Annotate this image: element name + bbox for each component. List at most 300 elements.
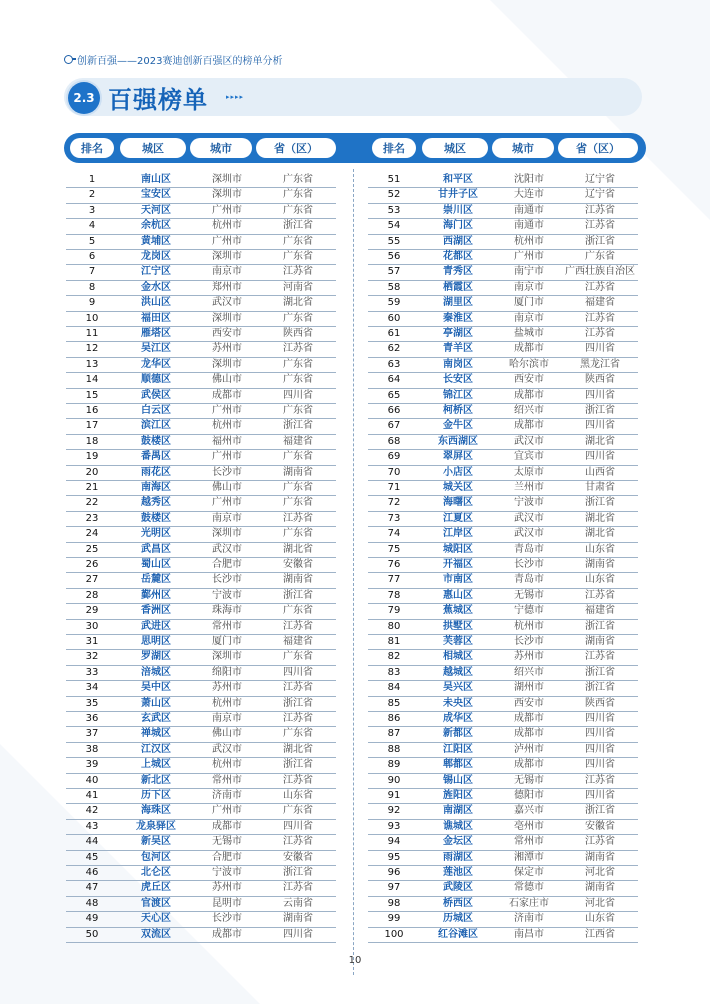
district-cell: 小店区 [443,466,473,478]
province-cell: 四川省 [283,666,313,678]
rank-cell: 39 [85,759,99,771]
city-cell: 佛山市 [212,374,242,386]
province-cell: 黑龙江省 [580,358,620,370]
city-cell: 济南市 [514,913,544,925]
table-row [368,296,638,311]
province-cell: 江苏省 [283,343,313,355]
table-row [66,204,336,219]
province-cell: 四川省 [283,389,313,401]
rank-cell: 65 [387,389,401,401]
rank-cell: 72 [387,497,401,509]
rank-cell: 62 [387,343,401,355]
province-cell: 四川省 [283,820,313,832]
rank-cell: 42 [85,805,99,817]
rank-cell: 61 [387,328,401,339]
district-cell: 福田区 [141,312,171,324]
rank-cell: 98 [387,897,401,909]
rank-cell: 90 [387,774,401,786]
district-cell: 海珠区 [141,805,171,817]
province-cell: 江苏省 [585,589,615,601]
province-cell: 浙江省 [585,405,615,416]
city-cell: 保定市 [514,867,544,878]
province-cell: 陕西省 [283,328,313,339]
district-cell: 吴兴区 [443,682,473,694]
province-cell: 四川省 [585,759,615,771]
city-cell: 苏州市 [212,882,242,894]
city-cell: 厦门市 [514,297,544,309]
rank-cell: 66 [387,405,401,416]
district-cell: 和平区 [443,174,473,185]
table-row [368,681,638,696]
rank-cell: 56 [387,251,401,262]
province-cell: 山东省 [283,790,313,801]
district-cell: 龙泉驿区 [136,820,176,832]
district-cell: 洪山区 [141,297,171,309]
rank-cell: 45 [85,851,99,863]
city-cell: 兰州市 [514,482,544,493]
rank-cell: 10 [85,312,99,324]
city-cell: 青岛市 [514,543,544,555]
city-cell: 南通市 [514,220,544,232]
rank-cell: 20 [85,466,99,478]
city-cell: 常州市 [212,774,242,786]
header-city-right: 城市 [492,138,554,158]
district-cell: 新吴区 [141,836,171,848]
province-cell: 湖南省 [585,882,615,894]
city-cell: 盐城市 [514,328,544,339]
rank-cell: 31 [85,636,99,647]
rank-cell: 7 [88,266,96,278]
rank-cell: 52 [387,189,401,201]
city-cell: 广州市 [212,204,242,216]
table-row [66,235,336,250]
district-cell: 包河区 [141,851,171,863]
district-cell: 新北区 [141,774,171,786]
province-cell: 浙江省 [585,666,615,678]
province-cell: 湖北省 [283,543,313,555]
table-row [368,928,638,943]
district-cell: 秦淮区 [443,312,473,324]
table-row [368,250,638,265]
district-cell: 萧山区 [141,697,171,709]
province-cell: 广东省 [283,482,313,493]
rank-cell: 2 [88,189,96,201]
page-title: 百强榜单 [108,86,208,114]
province-cell: 广东省 [283,728,313,740]
rank-cell: 28 [85,589,99,601]
province-cell: 江苏省 [283,713,313,724]
city-cell: 湘潭市 [514,851,544,863]
table-row [368,173,638,188]
district-cell: 蜀山区 [141,559,171,570]
rank-cell: 38 [85,743,99,755]
table-row [368,697,638,712]
city-cell: 广州市 [212,451,242,463]
city-cell: 杭州市 [212,420,242,432]
district-cell: 历城区 [443,913,473,925]
table-row [368,743,638,758]
table-row [368,897,638,912]
province-cell: 浙江省 [585,620,615,632]
table-row [66,250,336,265]
district-cell: 光明区 [141,528,171,540]
rank-cell: 4 [88,220,96,232]
district-cell: 余杭区 [141,220,171,232]
table-row [368,389,638,404]
city-cell: 石家庄市 [509,897,549,909]
district-cell: 武侯区 [141,389,171,401]
table-row [66,281,336,296]
rank-cell: 32 [85,651,99,663]
city-cell: 广州市 [212,235,242,247]
table-row [66,435,336,450]
province-cell: 浙江省 [585,497,615,509]
province-cell: 四川省 [585,743,615,755]
province-cell: 河南省 [283,281,313,293]
table-row [66,650,336,665]
table-row [66,342,336,357]
table-row [66,774,336,789]
district-cell: 西湖区 [443,235,473,247]
table-row [368,481,638,496]
city-cell: 绍兴市 [514,666,544,678]
district-cell: 莲池区 [443,867,473,878]
province-cell: 广东省 [283,312,313,324]
district-cell: 龙岗区 [141,251,171,262]
province-cell: 河北省 [585,897,615,909]
district-cell: 青秀区 [443,266,473,278]
table-row [368,312,638,327]
table-row [368,342,638,357]
province-cell: 江苏省 [585,774,615,786]
table-row [368,589,638,604]
rank-cell: 40 [85,774,99,786]
section-number-badge: 2.3 [68,82,100,114]
province-cell: 云南省 [283,897,313,909]
rank-cell: 64 [387,374,401,386]
city-cell: 佛山市 [212,728,242,740]
table-row [66,928,336,943]
district-cell: 花都区 [443,251,473,262]
province-cell: 四川省 [585,728,615,740]
district-cell: 甘井子区 [438,189,478,201]
district-cell: 武陵区 [443,882,473,894]
district-cell: 海门区 [443,220,473,232]
table-row [66,419,336,434]
city-cell: 杭州市 [514,235,544,247]
district-cell: 江宁区 [141,266,171,278]
district-cell: 越城区 [443,666,473,678]
city-cell: 西安市 [212,328,242,339]
table-row [368,543,638,558]
table-row [66,743,336,758]
city-cell: 长沙市 [212,466,242,478]
rank-cell: 75 [387,543,401,555]
city-cell: 成都市 [514,728,544,740]
district-cell: 顺德区 [141,374,171,386]
rank-cell: 83 [387,666,401,678]
district-cell: 拱墅区 [443,620,473,632]
table-row [368,758,638,773]
district-cell: 白云区 [141,405,171,416]
province-cell: 湖南省 [585,636,615,647]
table-row [368,188,638,203]
district-cell: 成华区 [443,713,473,724]
city-cell: 深圳市 [212,312,242,324]
province-cell: 山东省 [585,574,615,586]
table-row [368,912,638,927]
rank-cell: 19 [85,451,99,463]
province-cell: 四川省 [585,790,615,801]
table-row [368,204,638,219]
district-cell: 相城区 [443,651,473,663]
province-cell: 福建省 [585,297,615,309]
table-row [66,543,336,558]
table-row [66,312,336,327]
city-cell: 成都市 [212,820,242,832]
district-cell: 亭湖区 [443,328,473,339]
province-cell: 安徽省 [585,820,615,832]
table-row [66,666,336,681]
city-cell: 长沙市 [514,559,544,570]
city-cell: 湖州市 [514,682,544,694]
rank-cell: 80 [387,620,401,632]
table-row [66,466,336,481]
breadcrumb [64,52,282,67]
district-cell: 黄埔区 [141,235,171,247]
rank-cell: 100 [384,928,404,940]
rank-cell: 73 [387,512,401,524]
rank-cell: 21 [85,482,99,493]
district-cell: 金坛区 [443,836,473,848]
district-cell: 宝安区 [141,189,171,201]
province-cell: 广东省 [585,251,615,262]
province-cell: 湖南省 [585,559,615,570]
table-row [66,897,336,912]
rank-cell: 81 [387,636,401,647]
table-row [66,373,336,388]
city-cell: 绍兴市 [514,405,544,416]
city-cell: 西安市 [514,697,544,709]
table-row [368,666,638,681]
province-cell: 湖南省 [585,851,615,863]
province-cell: 安徽省 [283,851,313,863]
province-cell: 江苏省 [283,774,313,786]
table-row [66,296,336,311]
city-cell: 常州市 [514,836,544,848]
district-cell: 惠山区 [443,589,473,601]
rank-cell: 13 [85,358,99,370]
province-cell: 广东省 [283,374,313,386]
rank-cell: 88 [387,743,401,755]
table-row [368,604,638,619]
city-cell: 广州市 [212,497,242,509]
header-city-left: 城市 [190,138,252,158]
district-cell: 禅城区 [141,728,171,740]
table-row [66,481,336,496]
district-cell: 越秀区 [141,497,171,509]
city-cell: 长沙市 [212,574,242,586]
city-cell: 无锡市 [212,836,242,848]
table-row [66,758,336,773]
rank-cell: 95 [387,851,401,863]
district-cell: 罗湖区 [141,651,171,663]
province-cell: 四川省 [585,420,615,432]
table-row [66,589,336,604]
district-cell: 天心区 [141,913,171,925]
table-row [66,866,336,881]
table-row [368,358,638,373]
city-cell: 南京市 [514,281,544,293]
province-cell: 辽宁省 [585,189,615,201]
city-cell: 南京市 [212,266,242,278]
rank-cell: 67 [387,420,401,432]
rank-cell: 35 [85,697,99,709]
city-cell: 广州市 [212,405,242,416]
district-cell: 玄武区 [141,713,171,724]
table-row [368,789,638,804]
table-row [66,327,336,342]
header-province-right: 省（区） [558,138,638,158]
province-cell: 浙江省 [283,420,313,432]
table-row [368,219,638,234]
city-cell: 广州市 [212,805,242,817]
header-district-left: 城区 [120,138,186,158]
table-row [368,573,638,588]
district-cell: 旌阳区 [443,790,473,801]
province-cell: 福建省 [283,435,313,447]
table-row [66,727,336,742]
table-row [368,527,638,542]
district-cell: 吴江区 [141,343,171,355]
district-cell: 雁塔区 [141,328,171,339]
table-row [368,466,638,481]
table-header [64,133,646,163]
city-cell: 佛山市 [212,482,242,493]
province-cell: 湖南省 [283,913,313,925]
province-cell: 湖北省 [585,435,615,447]
province-cell: 江苏省 [283,266,313,278]
city-cell: 宁波市 [212,867,242,878]
table-row [368,650,638,665]
rank-cell: 30 [85,620,99,632]
province-cell: 广东省 [283,204,313,216]
district-cell: 城关区 [443,482,473,493]
city-cell: 嘉兴市 [514,805,544,817]
district-cell: 上城区 [141,759,171,771]
table-row [368,404,638,419]
rank-cell: 9 [88,297,96,309]
rank-cell: 34 [85,682,99,694]
table-row [66,558,336,573]
city-cell: 长沙市 [212,913,242,925]
table-row [66,635,336,650]
rank-cell: 37 [85,728,99,740]
province-cell: 浙江省 [283,589,313,601]
city-cell: 成都市 [514,389,544,401]
city-cell: 武汉市 [212,743,242,755]
province-cell: 湖北省 [585,512,615,524]
city-cell: 武汉市 [212,297,242,309]
district-cell: 郫都区 [443,759,473,771]
province-cell: 广东省 [283,451,313,463]
city-cell: 成都市 [212,389,242,401]
city-cell: 南通市 [514,204,544,216]
rank-cell: 71 [387,482,401,493]
table-row [368,804,638,819]
table-row [66,804,336,819]
table-row [66,573,336,588]
province-cell: 广东省 [283,189,313,201]
city-cell: 沈阳市 [514,174,544,185]
table-row [368,851,638,866]
province-cell: 四川省 [283,928,313,940]
rank-cell: 15 [85,389,99,401]
header-rank-right: 排名 [372,138,416,158]
city-cell: 深圳市 [212,358,242,370]
rank-cell: 87 [387,728,401,740]
table-row [66,851,336,866]
table-row [66,712,336,727]
table-row [368,712,638,727]
province-cell: 浙江省 [585,235,615,247]
rank-cell: 63 [387,358,401,370]
table-row [66,389,336,404]
city-cell: 成都市 [514,759,544,771]
province-cell: 湖南省 [283,466,313,478]
district-cell: 崇川区 [443,204,473,216]
district-cell: 开福区 [443,559,473,570]
rank-cell: 82 [387,651,401,663]
rank-cell: 84 [387,682,401,694]
rank-cell: 68 [387,435,401,447]
city-cell: 深圳市 [212,189,242,201]
table-row [66,219,336,234]
rank-cell: 43 [85,820,99,832]
province-cell: 浙江省 [585,805,615,817]
province-cell: 陕西省 [585,697,615,709]
table-row [368,265,638,280]
table-row [66,358,336,373]
city-cell: 无锡市 [514,774,544,786]
city-cell: 南京市 [514,312,544,324]
rank-cell: 85 [387,697,401,709]
district-cell: 未央区 [443,697,473,709]
city-cell: 西安市 [514,374,544,386]
province-cell: 江苏省 [283,882,313,894]
district-cell: 翠屏区 [443,451,473,463]
rank-cell: 77 [387,574,401,586]
table-row [368,235,638,250]
rank-cell: 69 [387,451,401,463]
header-province-left: 省（区） [256,138,336,158]
city-cell: 杭州市 [212,220,242,232]
table-row [368,450,638,465]
table-row [66,512,336,527]
province-cell: 江苏省 [585,328,615,339]
table-row [66,881,336,896]
city-cell: 哈尔滨市 [509,358,549,370]
district-cell: 武进区 [141,620,171,632]
rank-cell: 22 [85,497,99,509]
province-cell: 安徽省 [283,559,313,570]
table-row [368,496,638,511]
rank-cell: 49 [85,913,99,925]
district-cell: 武昌区 [141,543,171,555]
rank-cell: 16 [85,405,99,416]
table-row [368,281,638,296]
province-cell: 山西省 [585,466,615,478]
